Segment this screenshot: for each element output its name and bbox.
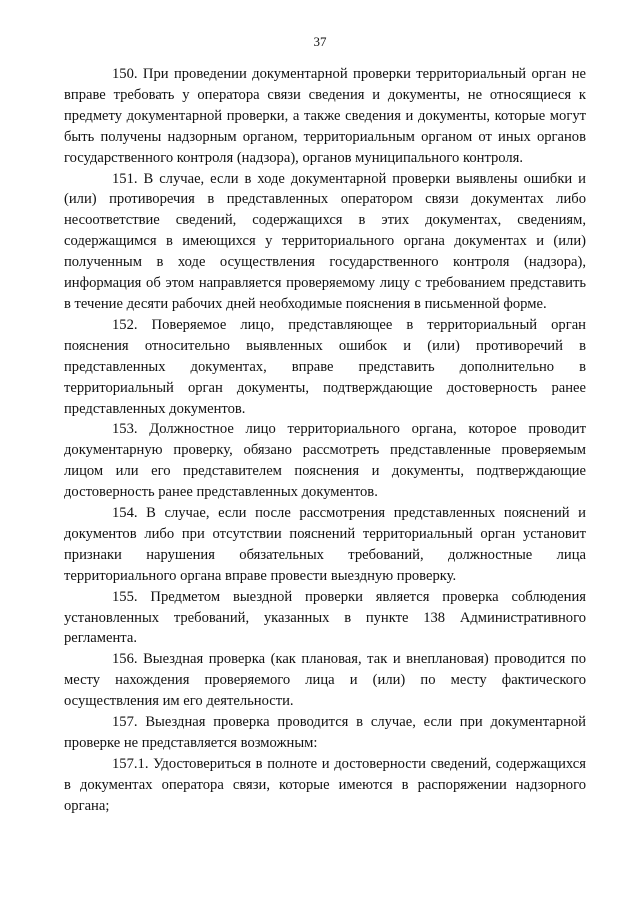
document-body (64, 64, 586, 817)
paragraph-156: 156. Выездная проверка (как плановая, так и внеплановая) проводится по месту нахождения проверяемого лица и (или) по месту фактического осуществления им его деятельности. (64, 651, 586, 710)
paragraph-153: 153. Должностное лицо территориального органа, которое проводит документарную проверку, обязано рассмотреть представленные проверяемым лицом или его представителем пояснения и документы, подтверждающие достоверность ранее представленных документов. (64, 421, 586, 501)
paragraph-157: 157. Выездная проверка проводится в случае, если при документарной проверке не представляется возможным: (64, 714, 586, 751)
paragraph-155: 155. Предметом выездной проверки является проверка соблюдения установленных требований, указанных в пункте 138 Административного регламента. (64, 588, 586, 647)
paragraph-152: 152. Поверяемое лицо, представляющее в территориальный орган пояснения относительно выявленных ошибок и (или) противоречий в представленных документах, вправе представить дополнительно в территориальный орган документы, подтверждающие достоверность ранее представленных документов. (64, 316, 586, 417)
paragraph-150: 150. При проведении документарной проверки территориальный орган не вправе требовать у оператора связи сведения и документы, не относящиеся к предмету документарной проверки, а также сведения и документы, которые могут быть получены надзорным органом, территориальным органом от иных органов государственного контроля (надзора), органов муниципального контроля. (64, 66, 586, 166)
paragraph-154: 154. В случае, если после рассмотрения представленных пояснений и документов либо при отсутствии пояснений территориальный орган установит признаки нарушения обязательных требований, должностные лица территориального органа вправе провести выездную проверку. (64, 505, 586, 584)
paragraph-157-1: 157.1. Удостовериться в полноте и достоверности сведений, содержащихся в документах оператора связи, которые имеются в распоряжении надзорного органа; (64, 755, 586, 814)
page-number: 37 (313, 34, 327, 49)
paragraph-151: 151. В случае, если в ходе документарной проверки выявлены ошибки и (или) противоречия в представленных оператором связи документах либо несоответствие сведений, содержащихся в этих документах, сведениям, содержащимся в имеющихся у территориального органа документах и (или) полученным в ходе осуществления государственного контроля (надзора), информация об этом направляется проверяемому лицу с требованием представить в течение десяти рабочих дней необходимые пояснения в письменной форме. (64, 170, 586, 312)
